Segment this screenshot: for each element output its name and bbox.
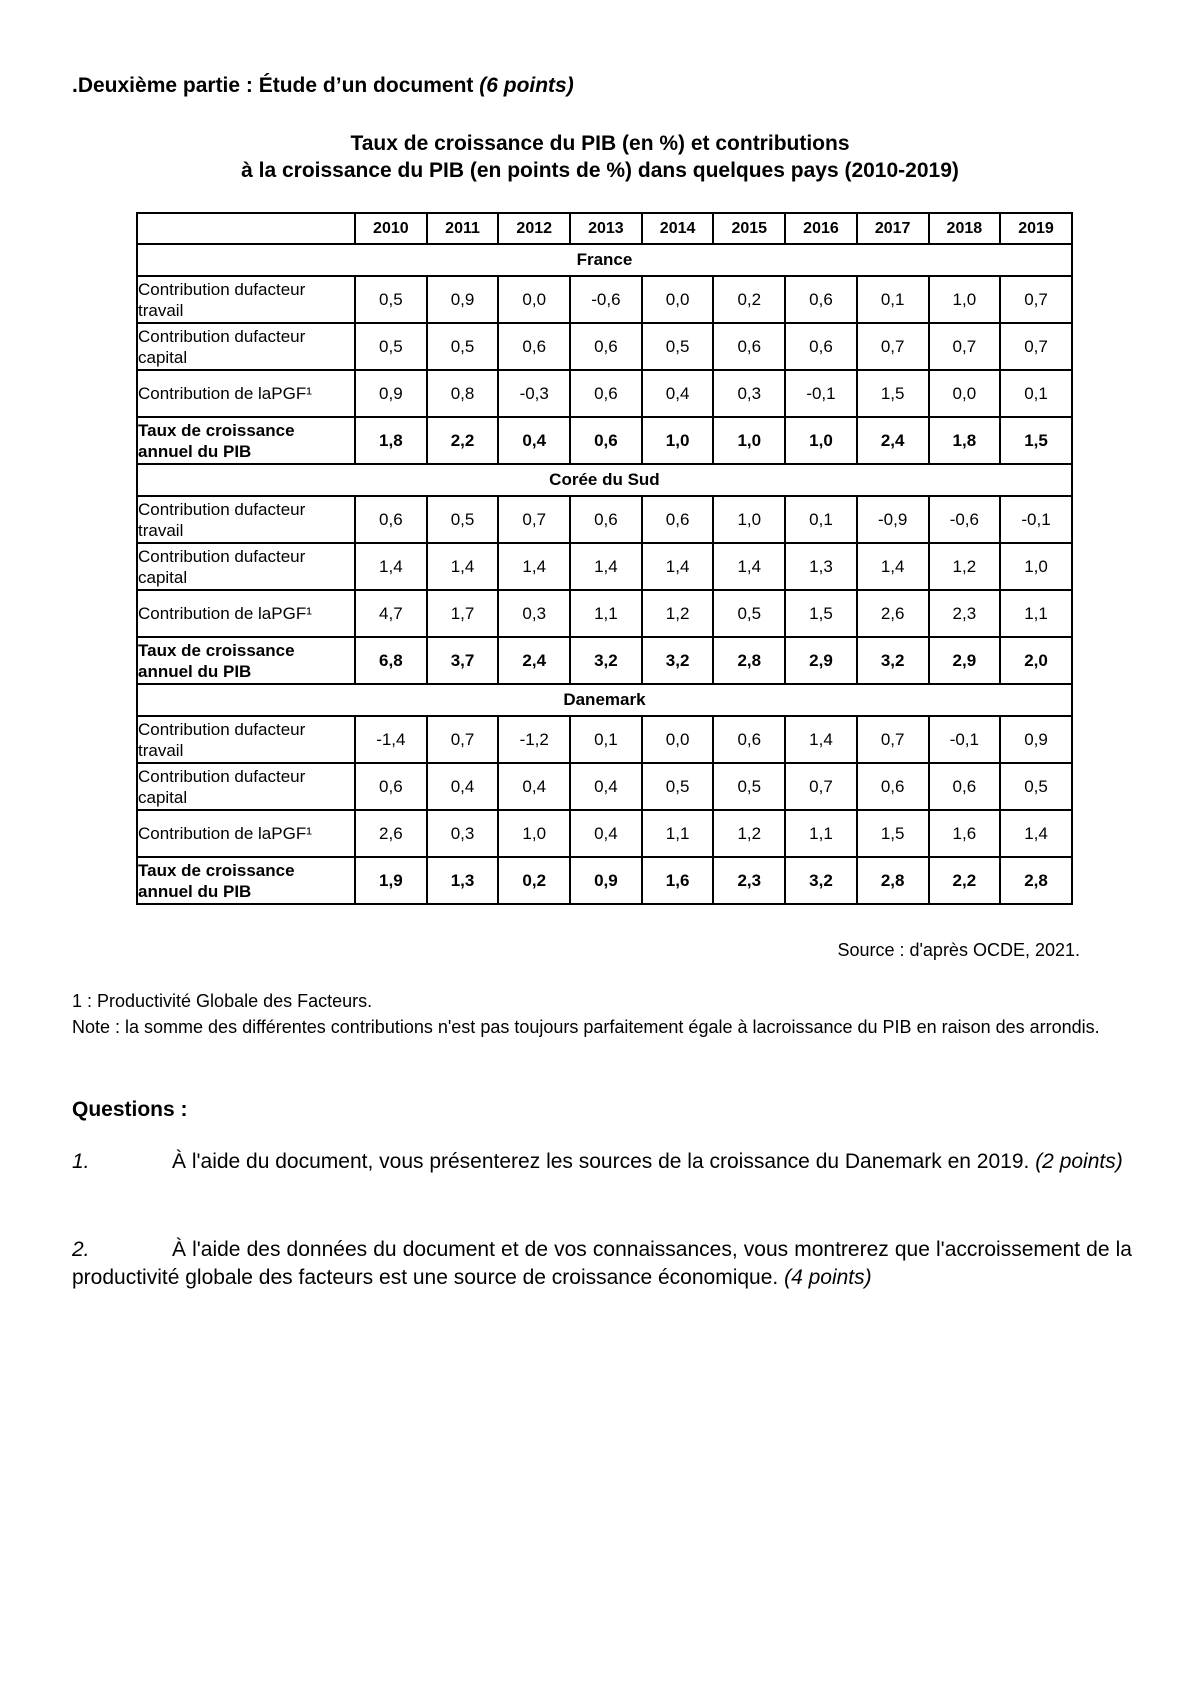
value-cell: 0,7	[498, 496, 570, 543]
value-cell: 2,4	[498, 637, 570, 684]
value-cell: 2,3	[713, 857, 785, 904]
row-label: Contribution de laPGF¹	[137, 370, 355, 417]
value-cell: 1,0	[1000, 543, 1072, 590]
value-cell: 0,6	[355, 763, 427, 810]
row-label: Taux de croissance annuel du PIB	[137, 417, 355, 464]
value-cell: 0,5	[1000, 763, 1072, 810]
value-cell: 0,9	[1000, 716, 1072, 763]
value-cell: 1,0	[713, 417, 785, 464]
row-label: Contribution dufacteur travail	[137, 716, 355, 763]
year-header: 2011	[427, 213, 499, 244]
value-cell: 0,0	[642, 716, 714, 763]
contribution-row	[137, 590, 1072, 637]
value-cell: 0,6	[570, 370, 642, 417]
country-row	[137, 684, 1072, 716]
value-cell: 1,4	[857, 543, 929, 590]
country-name: Danemark	[137, 684, 1072, 716]
value-cell: 2,3	[929, 590, 1001, 637]
value-cell: 0,5	[355, 323, 427, 370]
value-cell: 0,8	[427, 370, 499, 417]
value-cell: 0,6	[785, 276, 857, 323]
document-title	[0, 130, 1200, 184]
rounding-note: Note : la somme des différentes contributions n'est pas toujours parfaitement égale à lacroissance du PIB en raison des arrondis.	[72, 1017, 1100, 1037]
value-cell: 0,6	[642, 496, 714, 543]
value-cell: 0,6	[929, 763, 1001, 810]
value-cell: 0,4	[570, 763, 642, 810]
value-cell: 0,4	[642, 370, 714, 417]
value-cell: 0,4	[498, 417, 570, 464]
value-cell: -0,9	[857, 496, 929, 543]
value-cell: 2,9	[785, 637, 857, 684]
value-cell: 1,8	[355, 417, 427, 464]
row-label: Contribution de laPGF¹	[137, 590, 355, 637]
value-cell: 3,2	[857, 637, 929, 684]
header-empty-cell	[137, 213, 355, 244]
value-cell: 1,0	[929, 276, 1001, 323]
value-cell: 1,4	[498, 543, 570, 590]
value-cell: 0,6	[355, 496, 427, 543]
value-cell: 0,0	[498, 276, 570, 323]
value-cell: 1,4	[427, 543, 499, 590]
value-cell: 1,4	[355, 543, 427, 590]
value-cell: 6,8	[355, 637, 427, 684]
value-cell: 2,8	[1000, 857, 1072, 904]
value-cell: 1,1	[642, 810, 714, 857]
value-cell: 0,7	[1000, 323, 1072, 370]
value-cell: 4,7	[355, 590, 427, 637]
value-cell: 1,1	[570, 590, 642, 637]
value-cell: 0,5	[355, 276, 427, 323]
value-cell: 1,2	[642, 590, 714, 637]
value-cell: -0,1	[1000, 496, 1072, 543]
value-cell: 1,4	[785, 716, 857, 763]
section-heading-text: .Deuxième partie : Étude d’un document	[72, 74, 474, 97]
section-heading	[72, 74, 574, 98]
value-cell: 0,3	[498, 590, 570, 637]
country-row	[137, 464, 1072, 496]
value-cell: 0,7	[857, 323, 929, 370]
value-cell: 1,7	[427, 590, 499, 637]
question-2	[72, 1236, 1132, 1292]
value-cell: 1,6	[929, 810, 1001, 857]
contribution-row	[137, 716, 1072, 763]
value-cell: 0,9	[355, 370, 427, 417]
value-cell: 1,0	[498, 810, 570, 857]
document-title-line2: à la croissance du PIB (en points de %) dans quelques pays (2010-2019)	[241, 159, 959, 182]
gdp-growth-row	[137, 857, 1072, 904]
row-label: Contribution dufacteur travail	[137, 496, 355, 543]
value-cell: 3,2	[642, 637, 714, 684]
year-header-row	[137, 213, 1072, 244]
value-cell: 1,2	[929, 543, 1001, 590]
value-cell: -1,2	[498, 716, 570, 763]
contribution-row	[137, 496, 1072, 543]
value-cell: 1,4	[713, 543, 785, 590]
value-cell: 1,1	[1000, 590, 1072, 637]
value-cell: 0,5	[427, 323, 499, 370]
value-cell: 0,2	[713, 276, 785, 323]
value-cell: 0,4	[427, 763, 499, 810]
value-cell: -0,1	[929, 716, 1001, 763]
notes-block	[72, 988, 1132, 1040]
value-cell: 0,7	[929, 323, 1001, 370]
value-cell: 0,5	[642, 763, 714, 810]
value-cell: 2,8	[857, 857, 929, 904]
value-cell: 0,1	[785, 496, 857, 543]
value-cell: 0,4	[570, 810, 642, 857]
year-header: 2010	[355, 213, 427, 244]
value-cell: 1,1	[785, 810, 857, 857]
question-1-number: 1.	[72, 1150, 90, 1173]
contribution-row	[137, 323, 1072, 370]
question-1	[72, 1148, 1132, 1176]
gdp-growth-row	[137, 417, 1072, 464]
value-cell: 2,2	[929, 857, 1001, 904]
value-cell: 1,2	[713, 810, 785, 857]
contribution-row	[137, 543, 1072, 590]
value-cell: 1,4	[642, 543, 714, 590]
value-cell: 1,5	[785, 590, 857, 637]
value-cell: 0,6	[570, 323, 642, 370]
contribution-row	[137, 276, 1072, 323]
gdp-growth-row	[137, 637, 1072, 684]
contribution-row	[137, 370, 1072, 417]
value-cell: -1,4	[355, 716, 427, 763]
value-cell: 1,6	[642, 857, 714, 904]
value-cell: 1,5	[857, 810, 929, 857]
question-2-text: À l'aide des données du document et de vos connaissances, vous montrerez que l'accroissement de la productivité globale des facteurs est une source de croissance économique.	[72, 1238, 1132, 1289]
footnote: 1 : Productivité Globale des Facteurs.	[72, 991, 373, 1011]
year-header: 2013	[570, 213, 642, 244]
country-row	[137, 244, 1072, 276]
year-header: 2019	[1000, 213, 1072, 244]
value-cell: 2,2	[427, 417, 499, 464]
value-cell: 0,5	[427, 496, 499, 543]
value-cell: 0,6	[785, 323, 857, 370]
value-cell: 0,6	[857, 763, 929, 810]
value-cell: -0,3	[498, 370, 570, 417]
value-cell: 1,9	[355, 857, 427, 904]
value-cell: 3,2	[785, 857, 857, 904]
value-cell: 0,6	[570, 496, 642, 543]
value-cell: 0,4	[498, 763, 570, 810]
row-label: Contribution dufacteur travail	[137, 276, 355, 323]
question-2-points: (4 points)	[784, 1266, 872, 1289]
value-cell: -0,1	[785, 370, 857, 417]
value-cell: 1,5	[857, 370, 929, 417]
value-cell: 0,1	[1000, 370, 1072, 417]
value-cell: 1,0	[713, 496, 785, 543]
value-cell: 0,9	[427, 276, 499, 323]
value-cell: 0,3	[713, 370, 785, 417]
value-cell: 0,0	[642, 276, 714, 323]
value-cell: 2,8	[713, 637, 785, 684]
value-cell: 1,4	[1000, 810, 1072, 857]
value-cell: 0,9	[570, 857, 642, 904]
value-cell: 0,0	[929, 370, 1001, 417]
question-2-number: 2.	[72, 1238, 90, 1261]
value-cell: 3,2	[570, 637, 642, 684]
questions-title: Questions :	[72, 1098, 188, 1121]
row-label: Contribution de laPGF¹	[137, 810, 355, 857]
value-cell: 1,3	[427, 857, 499, 904]
value-cell: 2,9	[929, 637, 1001, 684]
row-label: Contribution dufacteur capital	[137, 543, 355, 590]
value-cell: 0,7	[857, 716, 929, 763]
value-cell: 2,6	[857, 590, 929, 637]
country-name: France	[137, 244, 1072, 276]
value-cell: 1,0	[642, 417, 714, 464]
value-cell: 1,4	[570, 543, 642, 590]
value-cell: 2,6	[355, 810, 427, 857]
value-cell: 2,0	[1000, 637, 1072, 684]
value-cell: 0,1	[570, 716, 642, 763]
year-header: 2014	[642, 213, 714, 244]
value-cell: 0,1	[857, 276, 929, 323]
row-label: Taux de croissance annuel du PIB	[137, 637, 355, 684]
value-cell: -0,6	[570, 276, 642, 323]
row-label: Taux de croissance annuel du PIB	[137, 857, 355, 904]
contribution-row	[137, 763, 1072, 810]
value-cell: 0,7	[427, 716, 499, 763]
year-header: 2017	[857, 213, 929, 244]
year-header: 2015	[713, 213, 785, 244]
value-cell: 0,7	[785, 763, 857, 810]
value-cell: 0,6	[498, 323, 570, 370]
value-cell: 1,8	[929, 417, 1001, 464]
year-header: 2018	[929, 213, 1001, 244]
value-cell: 0,6	[713, 716, 785, 763]
value-cell: 0,2	[498, 857, 570, 904]
question-1-points: (2 points)	[1035, 1150, 1123, 1173]
source-note: Source : d'après OCDE, 2021.	[837, 940, 1080, 960]
contribution-row	[137, 810, 1072, 857]
value-cell: 0,5	[642, 323, 714, 370]
value-cell: -0,6	[929, 496, 1001, 543]
value-cell: 1,5	[1000, 417, 1072, 464]
value-cell: 0,6	[570, 417, 642, 464]
country-name: Corée du Sud	[137, 464, 1072, 496]
row-label: Contribution dufacteur capital	[137, 323, 355, 370]
value-cell: 0,5	[713, 763, 785, 810]
value-cell: 0,5	[713, 590, 785, 637]
value-cell: 0,6	[713, 323, 785, 370]
value-cell: 3,7	[427, 637, 499, 684]
value-cell: 1,0	[785, 417, 857, 464]
year-header: 2016	[785, 213, 857, 244]
row-label: Contribution dufacteur capital	[137, 763, 355, 810]
value-cell: 0,3	[427, 810, 499, 857]
question-1-text: À l'aide du document, vous présenterez les sources de la croissance du Danemark en 2019.	[172, 1150, 1030, 1173]
value-cell: 1,3	[785, 543, 857, 590]
year-header: 2012	[498, 213, 570, 244]
gdp-growth-table	[136, 212, 1073, 905]
section-heading-points: (6 points)	[479, 74, 574, 97]
document-title-line1: Taux de croissance du PIB (en %) et contributions	[350, 132, 850, 155]
value-cell: 0,7	[1000, 276, 1072, 323]
value-cell: 2,4	[857, 417, 929, 464]
